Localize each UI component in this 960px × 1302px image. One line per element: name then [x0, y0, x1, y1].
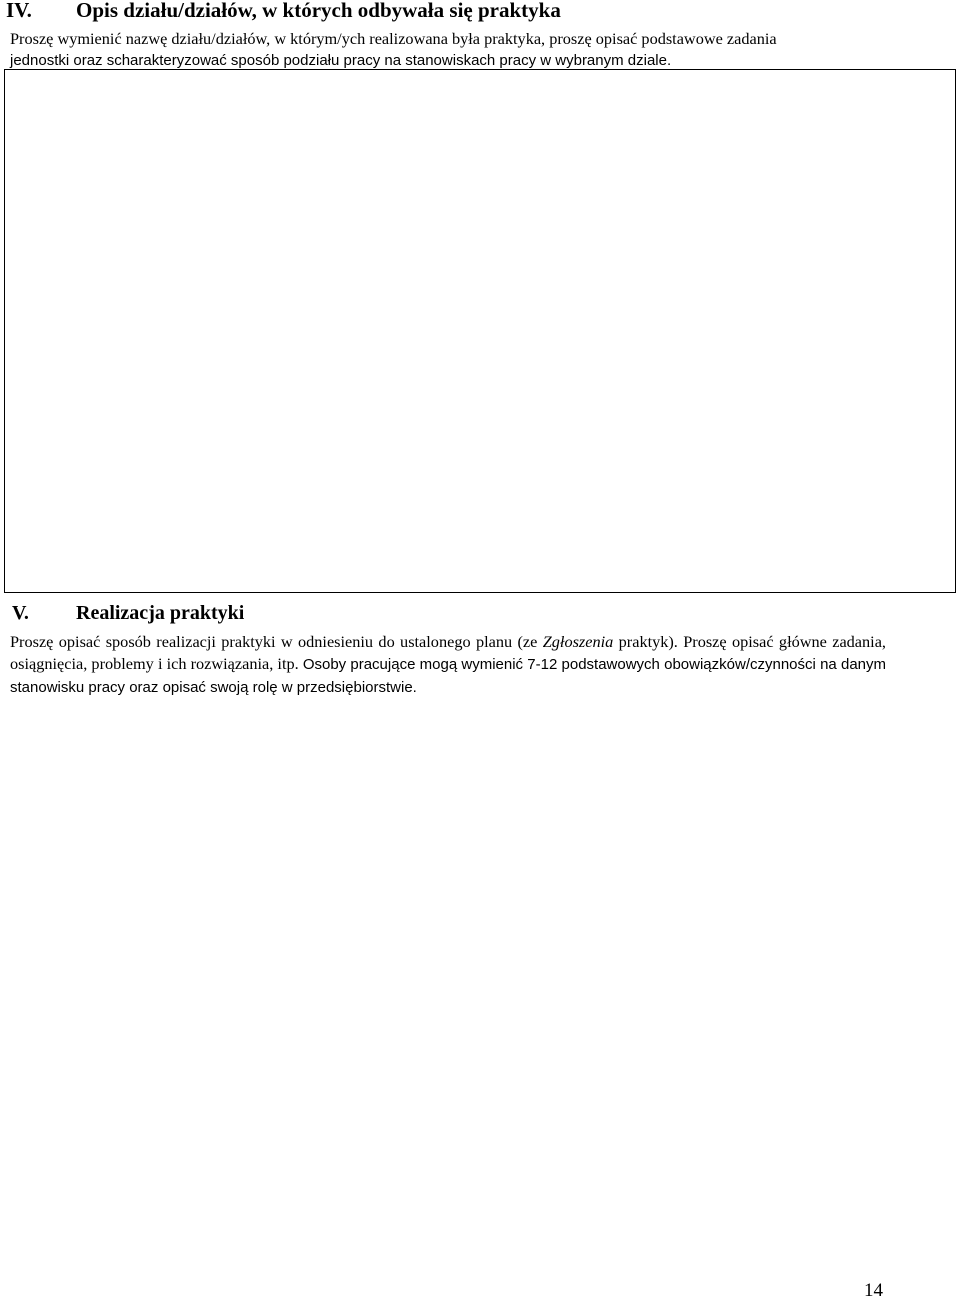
section-iv-instructions — [10, 28, 950, 71]
section-iv-title: Opis działu/działów, w których odbywała się praktyka — [76, 0, 561, 22]
section-iv-heading — [6, 0, 561, 23]
section-iv-instruction-line1: Proszę wymienić nazwę działu/działów, w którym/ych realizowana była praktyka, proszę opisać podstawowe zadania — [10, 29, 777, 48]
section-v-instruction-middle: praktyk). Proszę opisać główne zadania, osiągnięcia, problemy i ich rozwiązania, itp. — [10, 632, 886, 673]
section-v-instructions — [10, 631, 886, 699]
section-v-instruction-start: Proszę opisać sposób realizacji praktyki w odniesieniu do ustalonego planu (ze — [10, 632, 543, 651]
section-v-number: V. — [12, 602, 29, 624]
section-v-instruction-italic: Zgłoszenia — [542, 632, 614, 651]
section-v-instruction-end: Osoby pracujące mogą wymienić 7-12 podstawowych obowiązków/czynności na danym stanowisku pracy oraz opisać swoją rolę w przedsiębiorstwie. — [10, 656, 886, 696]
section-iv-instruction-line2: jednostki oraz scharakteryzować sposób podziału pracy na stanowiskach pracy w wybranym dziale. — [10, 52, 672, 69]
section-v-heading — [12, 601, 244, 625]
section-iv-answer-box[interactable] — [4, 69, 956, 593]
page-number: 14 — [864, 1280, 883, 1301]
section-iv-number: IV. — [6, 0, 32, 22]
section-v-title: Realizacja praktyki — [76, 602, 245, 624]
